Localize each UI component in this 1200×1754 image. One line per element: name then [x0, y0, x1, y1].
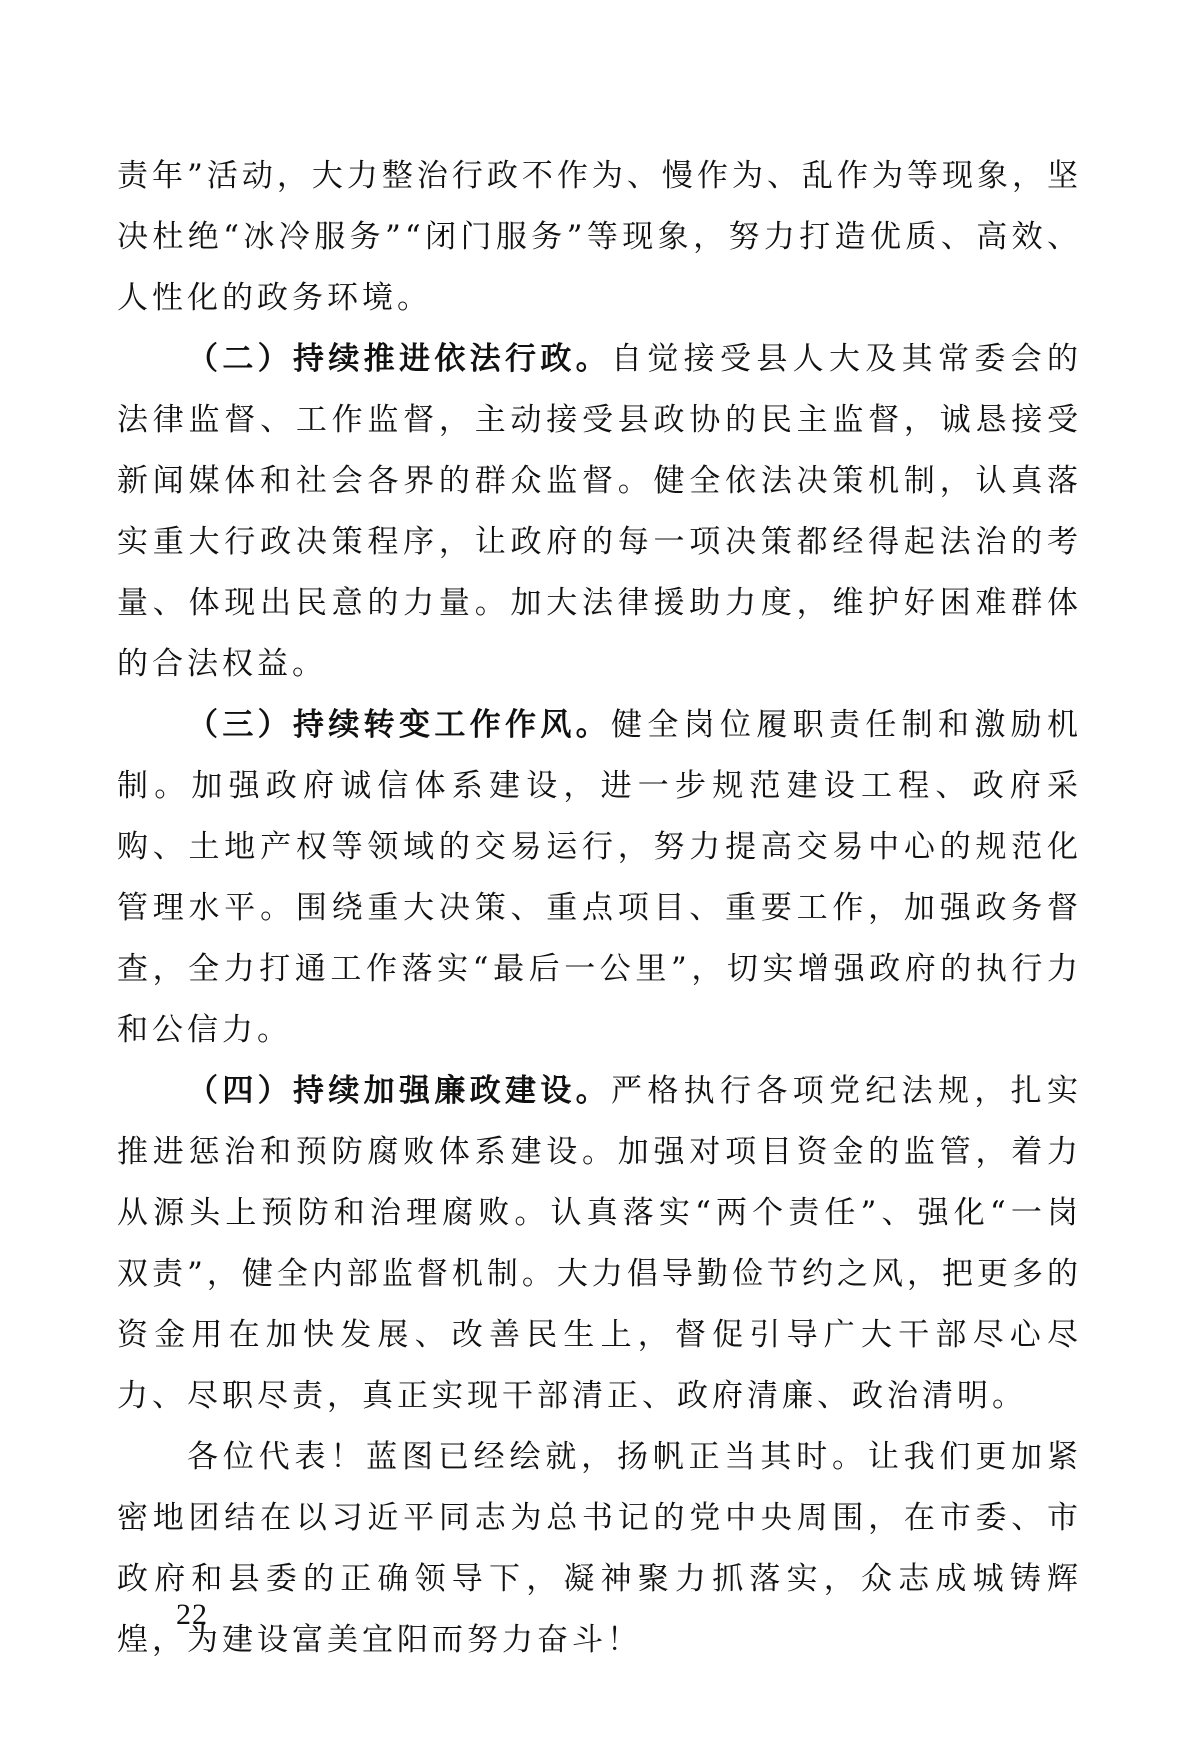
paragraph-text: 自觉接受县人大及其常委会的法律监督、工作监督，主动接受县政协的民主监督，诚恳接受新闻媒体和社会各界的群众监督。健全依法决策机制，认真落实重大行政决策程序，让政府的每一项决策都经得起法治的考量、体现出民意的力量。加大法律援助力度，维护好困难群体的合法权益。	[117, 341, 1082, 682]
section-heading: （三）持续转变工作作风。	[187, 707, 611, 743]
section-heading: （二）持续推进依法行政。	[187, 341, 611, 377]
section-heading: （四）持续加强廉政建设。	[187, 1073, 611, 1109]
page-number: 22	[176, 1598, 208, 1631]
paragraph-text: 健全岗位履职责任制和激励机制。加强政府诚信体系建设，进一步规范建设工程、政府采购、土地产权等领域的交易运行，努力提高交易中心的规范化管理水平。围绕重大决策、重点项目、重要工作，加强政务督查，全力打通工作落实“最后一公里”，切实增强政府的执行力和公信力。	[117, 707, 1082, 1048]
section-two-paragraph	[117, 329, 1082, 695]
paragraph-text: 责年”活动，大力整治行政不作为、慢作为、乱作为等现象，坚决杜绝“冰冷服务”“闭门服务”等现象，努力打造优质、高效、人性化的政务环境。	[117, 158, 1082, 316]
closing-paragraph	[117, 1427, 1082, 1671]
body-text	[117, 146, 1082, 1671]
section-four-paragraph	[117, 1061, 1082, 1427]
paragraph-continuation	[117, 146, 1082, 329]
paragraph-text: 各位代表！蓝图已经绘就，扬帆正当其时。让我们更加紧密地团结在以习近平同志为总书记的党中央周围，在市委、市政府和县委的正确领导下，凝神聚力抓落实，众志成城铸辉煌，为建设富美宜阳而努力奋斗！	[117, 1439, 1082, 1658]
section-three-paragraph	[117, 695, 1082, 1061]
paragraph-text: 严格执行各项党纪法规，扎实推进惩治和预防腐败体系建设。加强对项目资金的监管，着力从源头上预防和治理腐败。认真落实“两个责任”、强化“一岗双责”，健全内部监督机制。大力倡导勤俭节约之风，把更多的资金用在加快发展、改善民生上，督促引导广大干部尽心尽力、尽职尽责，真正实现干部清正、政府清廉、政治清明。	[117, 1073, 1082, 1414]
